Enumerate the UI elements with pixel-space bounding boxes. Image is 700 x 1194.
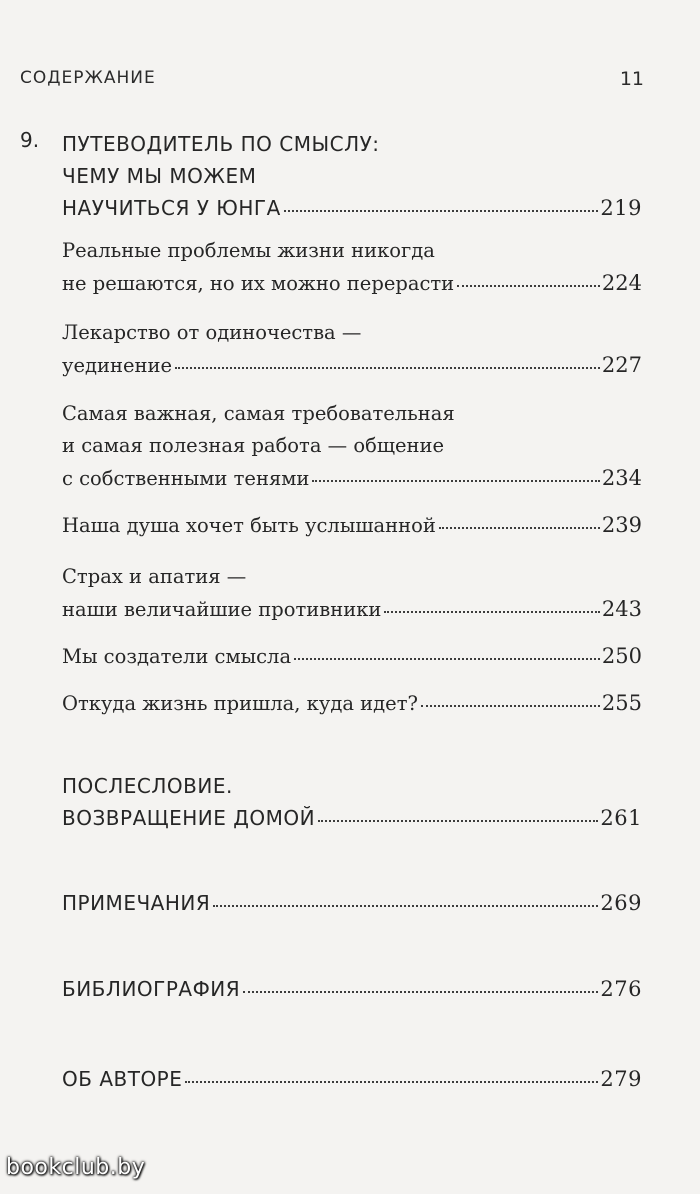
notes-title: ПРИМЕЧАНИЯ (62, 891, 211, 915)
toc-entry-subsection[interactable] (62, 317, 642, 382)
dot-leader (243, 991, 598, 993)
toc-entry-subsection[interactable] (62, 640, 642, 673)
toc-entry-notes[interactable] (62, 887, 642, 919)
dot-leader (284, 210, 599, 212)
toc-page-number: 250 (601, 644, 642, 668)
dot-leader (421, 705, 600, 707)
section-title: СОДЕРЖАНИЕ (20, 68, 156, 88)
toc-page-number: 269 (600, 891, 642, 915)
toc-entry-subsection[interactable] (62, 509, 642, 542)
toc-page-number: 227 (601, 353, 642, 377)
afterword-title-line: ВОЗВРАЩЕНИЕ ДОМОЙ (62, 806, 316, 830)
dot-leader (185, 1081, 598, 1083)
toc-page-number: 219 (600, 196, 642, 220)
dot-leader (318, 820, 598, 822)
subsection-title-line: наши величайшие противники (62, 598, 382, 621)
subsection-title-line: Реальные проблемы жизни никогда (62, 239, 435, 262)
toc-page-number: 224 (601, 271, 642, 295)
toc-page-number: 261 (600, 806, 642, 830)
subsection-title-line: Лекарство от одиночества — (62, 321, 362, 344)
subsection-title-line: Откуда жизнь пришла, куда идет? (62, 692, 418, 715)
dot-leader (312, 480, 599, 482)
dot-leader (294, 658, 600, 660)
toc-page-number: 276 (600, 977, 642, 1001)
chapter-title-line: НАУЧИТЬСЯ У ЮНГА (62, 196, 281, 220)
about-author-title: ОБ АВТОРЕ (62, 1067, 183, 1091)
site-watermark: bookclub.by (6, 1155, 146, 1180)
toc-page-number: 234 (601, 466, 642, 490)
toc-entry-chapter-9[interactable] (62, 128, 642, 224)
toc-entry-afterword[interactable] (62, 770, 642, 834)
dot-leader (384, 611, 600, 613)
dot-leader (439, 527, 600, 529)
dot-leader (175, 367, 600, 369)
toc-entry-subsection[interactable] (62, 235, 642, 300)
bibliography-title: БИБЛИОГРАФИЯ (62, 977, 241, 1001)
subsection-title-line: и самая полезная работа — общение (62, 434, 445, 457)
toc-page-number: 243 (601, 597, 642, 621)
subsection-title-line: с собственными тенями (62, 467, 310, 490)
chapter-number: 9. (20, 128, 40, 152)
subsection-title-line: Мы создатели смысла (62, 645, 292, 668)
toc-page-number: 255 (601, 691, 642, 715)
dot-leader (213, 905, 598, 907)
subsection-title-line: Наша душа хочет быть услышанной (62, 514, 436, 537)
running-head (20, 68, 644, 90)
toc-entry-about-author[interactable] (62, 1063, 642, 1095)
subsection-title-line: Страх и апатия — (62, 565, 247, 588)
toc-entry-bibliography[interactable] (62, 973, 642, 1005)
subsection-title-line: Самая важная, самая требовательная (62, 402, 455, 425)
page-number: 11 (619, 68, 644, 90)
chapter-title-line: ЧЕМУ МЫ МОЖЕМ (62, 164, 257, 188)
afterword-title-line: ПОСЛЕСЛОВИЕ. (62, 774, 233, 798)
subsection-title-line: уединение (62, 354, 173, 377)
subsection-title-line: не решаются, но их можно перерасти (62, 272, 455, 295)
toc-page-number: 279 (600, 1067, 642, 1091)
toc-page-number: 239 (601, 513, 642, 537)
toc-entry-subsection[interactable] (62, 398, 642, 495)
dot-leader (457, 285, 600, 287)
chapter-title-line: ПУТЕВОДИТЕЛЬ ПО СМЫСЛУ: (62, 132, 380, 156)
toc-entry-subsection[interactable] (62, 687, 642, 720)
toc-entry-subsection[interactable] (62, 561, 642, 626)
